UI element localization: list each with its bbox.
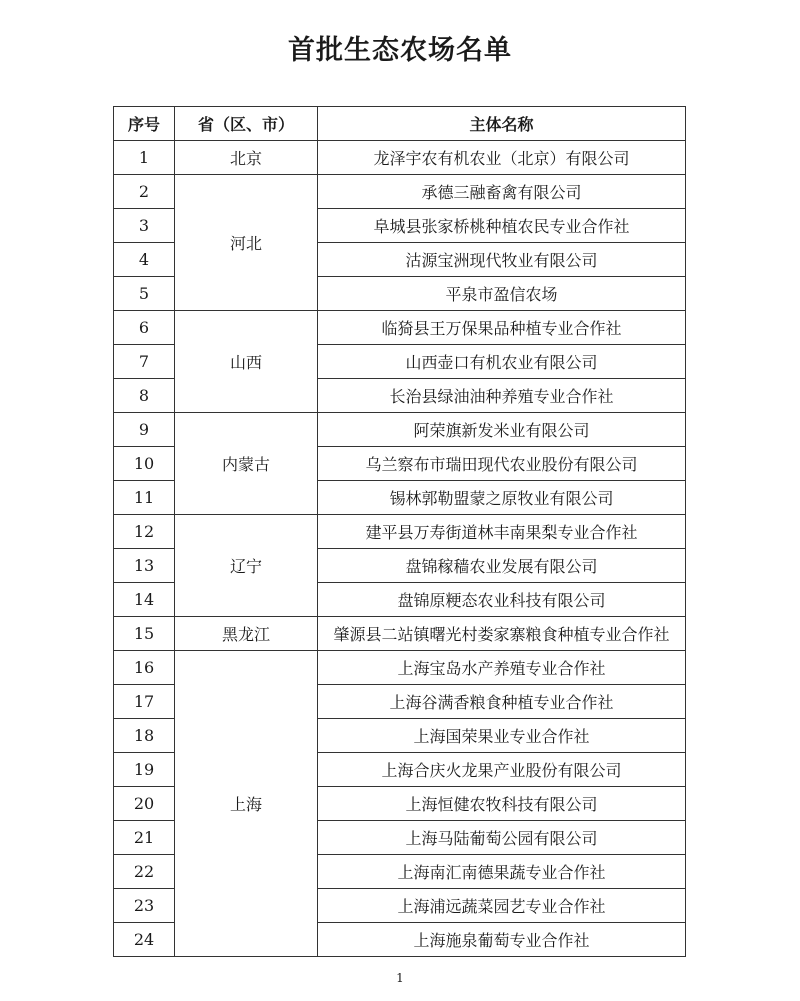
entity-name-cell: 龙泽宇农有机农业（北京）有限公司	[318, 141, 686, 175]
entity-name-cell: 山西壶口有机农业有限公司	[318, 345, 686, 379]
entity-name-cell: 盘锦原粳态农业科技有限公司	[318, 583, 686, 617]
table-row	[114, 413, 686, 447]
serial-number-cell: 12	[114, 515, 175, 549]
header-province: 省（区、市）	[175, 107, 318, 141]
serial-number-cell: 2	[114, 175, 175, 209]
entity-name-cell: 上海浦远蔬菜园艺专业合作社	[318, 889, 686, 923]
entity-name-cell: 上海马陆葡萄公园有限公司	[318, 821, 686, 855]
entity-name-cell: 承德三融畜禽有限公司	[318, 175, 686, 209]
entity-name-cell: 上海恒健农牧科技有限公司	[318, 787, 686, 821]
serial-number-cell: 1	[114, 141, 175, 175]
entity-name-cell: 上海南汇南德果蔬专业合作社	[318, 855, 686, 889]
province-cell: 北京	[175, 141, 318, 175]
entity-name-cell: 锡林郭勒盟蒙之原牧业有限公司	[318, 481, 686, 515]
serial-number-cell: 15	[114, 617, 175, 651]
province-cell: 黑龙江	[175, 617, 318, 651]
table-row	[114, 311, 686, 345]
entity-name-cell: 乌兰察布市瑞田现代农业股份有限公司	[318, 447, 686, 481]
entity-name-cell: 临猗县王万保果品种植专业合作社	[318, 311, 686, 345]
table-row	[114, 651, 686, 685]
header-serial-number: 序号	[114, 107, 175, 141]
serial-number-cell: 21	[114, 821, 175, 855]
farm-list-table	[113, 106, 686, 957]
entity-name-cell: 上海谷满香粮食种植专业合作社	[318, 685, 686, 719]
serial-number-cell: 13	[114, 549, 175, 583]
serial-number-cell: 17	[114, 685, 175, 719]
page-title: 首批生态农场名单	[288, 35, 512, 66]
entity-name-cell: 上海施泉葡萄专业合作社	[318, 923, 686, 957]
entity-name-cell: 平泉市盈信农场	[318, 277, 686, 311]
entity-name-cell: 肇源县二站镇曙光村娄家寨粮食种植专业合作社	[318, 617, 686, 651]
table-body	[114, 141, 686, 957]
serial-number-cell: 23	[114, 889, 175, 923]
entity-name-cell: 沽源宝洲现代牧业有限公司	[318, 243, 686, 277]
table-row	[114, 141, 686, 175]
entity-name-cell: 建平县万寿街道林丰南果梨专业合作社	[318, 515, 686, 549]
header-entity-name: 主体名称	[318, 107, 686, 141]
province-cell: 内蒙古	[175, 413, 318, 515]
serial-number-cell: 5	[114, 277, 175, 311]
entity-name-cell: 上海国荣果业专业合作社	[318, 719, 686, 753]
province-cell: 辽宁	[175, 515, 318, 617]
province-cell: 上海	[175, 651, 318, 957]
serial-number-cell: 8	[114, 379, 175, 413]
serial-number-cell: 7	[114, 345, 175, 379]
entity-name-cell: 上海合庆火龙果产业股份有限公司	[318, 753, 686, 787]
serial-number-cell: 9	[114, 413, 175, 447]
serial-number-cell: 14	[114, 583, 175, 617]
entity-name-cell: 上海宝岛水产养殖专业合作社	[318, 651, 686, 685]
serial-number-cell: 18	[114, 719, 175, 753]
serial-number-cell: 22	[114, 855, 175, 889]
table-row	[114, 515, 686, 549]
serial-number-cell: 11	[114, 481, 175, 515]
entity-name-cell: 长治县绿油油种养殖专业合作社	[318, 379, 686, 413]
serial-number-cell: 6	[114, 311, 175, 345]
province-cell: 山西	[175, 311, 318, 413]
serial-number-cell: 4	[114, 243, 175, 277]
table-row	[114, 617, 686, 651]
serial-number-cell: 20	[114, 787, 175, 821]
entity-name-cell: 阜城县张家桥桃种植农民专业合作社	[318, 209, 686, 243]
entity-name-cell: 阿荣旗新发米业有限公司	[318, 413, 686, 447]
province-cell: 河北	[175, 175, 318, 311]
serial-number-cell: 16	[114, 651, 175, 685]
serial-number-cell: 3	[114, 209, 175, 243]
table-row	[114, 175, 686, 209]
table-header-row	[114, 107, 686, 141]
page-number: 1	[396, 971, 404, 985]
serial-number-cell: 24	[114, 923, 175, 957]
serial-number-cell: 10	[114, 447, 175, 481]
entity-name-cell: 盘锦稼穑农业发展有限公司	[318, 549, 686, 583]
serial-number-cell: 19	[114, 753, 175, 787]
